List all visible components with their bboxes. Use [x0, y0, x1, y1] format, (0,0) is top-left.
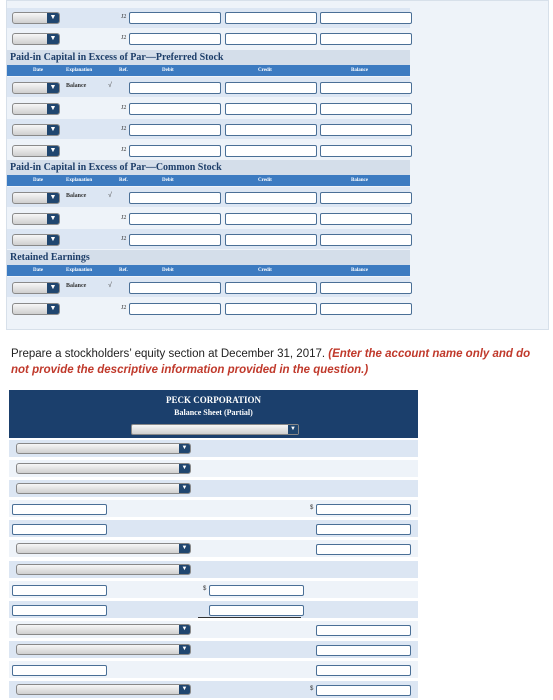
bs-row [9, 540, 418, 557]
chevron-down-icon: ▼ [179, 685, 190, 694]
ledger-row [7, 119, 410, 139]
debit-input[interactable] [129, 82, 221, 94]
account-input[interactable] [12, 665, 107, 676]
credit-input[interactable] [225, 82, 317, 94]
account-select[interactable] [16, 443, 191, 454]
header-debit: Debit [162, 268, 174, 273]
account-select[interactable] [16, 543, 191, 554]
ledger-row-balance [7, 77, 410, 97]
header-explanation: Explanation [66, 268, 93, 273]
amount-input[interactable] [316, 645, 411, 656]
bs-row [9, 460, 418, 477]
header-credit: Credit [258, 178, 272, 183]
header-explanation: Explanation [66, 68, 93, 73]
explanation-balance: Balance [66, 83, 87, 89]
header-ref: Ref. [119, 68, 128, 73]
ref-label: J2 [121, 215, 127, 221]
header-balance: Balance [351, 268, 368, 273]
bs-row [9, 621, 418, 638]
header-ref: Ref. [119, 268, 128, 273]
check-icon: √ [108, 192, 112, 199]
chevron-down-icon: ▼ [179, 444, 190, 453]
dollar-sign: $ [310, 505, 314, 511]
debit-input[interactable] [129, 145, 221, 157]
date-select[interactable] [12, 213, 60, 225]
debit-input[interactable] [129, 234, 221, 246]
chevron-down-icon: ▼ [47, 13, 59, 23]
ledger-row [7, 298, 410, 318]
prompt-hint: (Enter the account name only and do not provide the descriptive information provided in the question.) [11, 348, 531, 376]
explanation-balance: Balance [66, 193, 87, 199]
company-name: PECK CORPORATION [165, 395, 262, 405]
chevron-down-icon: ▼ [47, 214, 59, 224]
ledger-title-retained: Retained Earnings [7, 250, 410, 265]
balance-input[interactable] [320, 33, 412, 45]
credit-input[interactable] [225, 145, 317, 157]
debit-input[interactable] [129, 12, 221, 24]
credit-input[interactable] [225, 12, 317, 24]
ref-label: J2 [121, 126, 127, 132]
account-select[interactable] [16, 463, 191, 474]
ledger-row [7, 140, 410, 160]
header-debit: Debit [162, 178, 174, 183]
chevron-down-icon: ▼ [47, 34, 59, 44]
date-select[interactable] [12, 33, 60, 45]
date-select[interactable] [12, 282, 60, 294]
ledger-title-common: Paid-in Capital in Excess of Par—Common Stock [7, 160, 410, 175]
bs-row [9, 440, 418, 457]
check-icon: √ [108, 82, 112, 89]
debit-input[interactable] [129, 303, 221, 315]
balance-input[interactable] [320, 192, 412, 204]
header-date: Date [33, 68, 43, 73]
bs-row [9, 661, 418, 678]
account-input[interactable] [12, 504, 107, 515]
explanation-balance: Balance [66, 283, 87, 289]
debit-input[interactable] [129, 103, 221, 115]
ledger-row [7, 29, 410, 49]
date-select[interactable] [12, 103, 60, 115]
chevron-down-icon: ▼ [47, 283, 59, 293]
credit-input[interactable] [225, 192, 317, 204]
balance-input[interactable] [320, 303, 412, 315]
chevron-down-icon: ▼ [179, 484, 190, 493]
chevron-down-icon: ▼ [179, 565, 190, 574]
credit-input[interactable] [225, 282, 317, 294]
ledger-row-balance [7, 187, 410, 207]
amount-input[interactable] [316, 504, 411, 515]
balance-input[interactable] [320, 282, 412, 294]
amount-input[interactable] [316, 544, 411, 555]
account-select[interactable] [16, 564, 191, 575]
ledger-row-balance [7, 277, 410, 297]
credit-input[interactable] [225, 213, 317, 225]
chevron-down-icon: ▼ [47, 125, 59, 135]
date-select[interactable] [12, 124, 60, 136]
balance-input[interactable] [320, 124, 412, 136]
chevron-down-icon: ▼ [47, 193, 59, 203]
amount-input[interactable] [316, 665, 411, 676]
credit-input[interactable] [225, 303, 317, 315]
chevron-down-icon: ▼ [179, 464, 190, 473]
account-input[interactable] [12, 605, 107, 616]
date-select[interactable] [12, 303, 60, 315]
balance-input[interactable] [320, 82, 412, 94]
chevron-down-icon: ▼ [179, 544, 190, 553]
debit-input[interactable] [129, 124, 221, 136]
header-balance: Balance [351, 178, 368, 183]
bs-row [9, 681, 418, 698]
debit-input[interactable] [129, 192, 221, 204]
ledger-header [7, 265, 410, 276]
check-icon: √ [108, 282, 112, 289]
date-select[interactable] [12, 192, 60, 204]
balance-input[interactable] [320, 12, 412, 24]
chevron-down-icon: ▼ [47, 304, 59, 314]
chevron-down-icon: ▼ [288, 425, 298, 434]
ledger-header [7, 65, 410, 76]
chevron-down-icon: ▼ [179, 645, 190, 654]
question-prompt [11, 346, 543, 378]
chevron-down-icon: ▼ [179, 625, 190, 634]
balance-input[interactable] [320, 234, 412, 246]
ledger-row [7, 229, 410, 249]
date-select[interactable] [12, 145, 60, 157]
account-select[interactable] [16, 483, 191, 494]
debit-input[interactable] [129, 213, 221, 225]
statement-title: Balance Sheet (Partial) [174, 408, 253, 417]
header-date: Date [33, 268, 43, 273]
ref-label: J2 [121, 14, 127, 20]
balance-sheet-header [9, 390, 418, 438]
chevron-down-icon: ▼ [47, 104, 59, 114]
amount-input[interactable] [316, 685, 411, 696]
header-balance: Balance [351, 68, 368, 73]
bs-row [9, 480, 418, 497]
prompt-text: Prepare a stockholders’ equity section at December 31, 2017. [11, 348, 329, 360]
date-line-select[interactable] [131, 424, 299, 435]
chevron-down-icon: ▼ [47, 146, 59, 156]
bs-row [9, 641, 418, 658]
header-explanation: Explanation [66, 178, 93, 183]
ref-label: J2 [121, 236, 127, 242]
balance-input[interactable] [320, 145, 412, 157]
ref-label: J2 [121, 35, 127, 41]
bs-row [9, 561, 418, 578]
chevron-down-icon: ▼ [47, 235, 59, 245]
credit-input[interactable] [225, 234, 317, 246]
chevron-down-icon: ▼ [47, 83, 59, 93]
dollar-sign: $ [310, 686, 314, 692]
ledger-row [7, 208, 410, 228]
header-ref: Ref. [119, 178, 128, 183]
account-input[interactable] [12, 585, 107, 596]
balance-input[interactable] [320, 103, 412, 115]
amount-input[interactable] [209, 585, 304, 596]
date-select[interactable] [12, 234, 60, 246]
credit-input[interactable] [225, 124, 317, 136]
bs-row [9, 520, 418, 537]
ref-label: J2 [121, 147, 127, 153]
bs-row [9, 500, 418, 517]
date-select[interactable] [12, 12, 60, 24]
account-select[interactable] [16, 624, 191, 635]
ledger-header [7, 175, 410, 186]
debit-input[interactable] [129, 33, 221, 45]
date-select[interactable] [12, 82, 60, 94]
ref-label: J2 [121, 105, 127, 111]
account-select[interactable] [16, 684, 191, 695]
header-debit: Debit [162, 68, 174, 73]
header-date: Date [33, 178, 43, 183]
dollar-sign: $ [203, 586, 207, 592]
ledger-row [7, 8, 410, 28]
ledger-title-preferred: Paid-in Capital in Excess of Par—Preferred Stock [7, 50, 410, 65]
amount-input[interactable] [209, 605, 304, 616]
account-select[interactable] [16, 644, 191, 655]
balance-input[interactable] [320, 213, 412, 225]
ref-label: J2 [121, 305, 127, 311]
bs-row [9, 581, 418, 598]
amount-input[interactable] [316, 625, 411, 636]
header-credit: Credit [258, 268, 272, 273]
debit-input[interactable] [129, 282, 221, 294]
credit-input[interactable] [225, 33, 317, 45]
header-credit: Credit [258, 68, 272, 73]
amount-input[interactable] [316, 524, 411, 535]
account-input[interactable] [12, 524, 107, 535]
bs-row [9, 601, 418, 618]
ledger-row [7, 98, 410, 118]
subtotal-underline [198, 617, 301, 618]
credit-input[interactable] [225, 103, 317, 115]
